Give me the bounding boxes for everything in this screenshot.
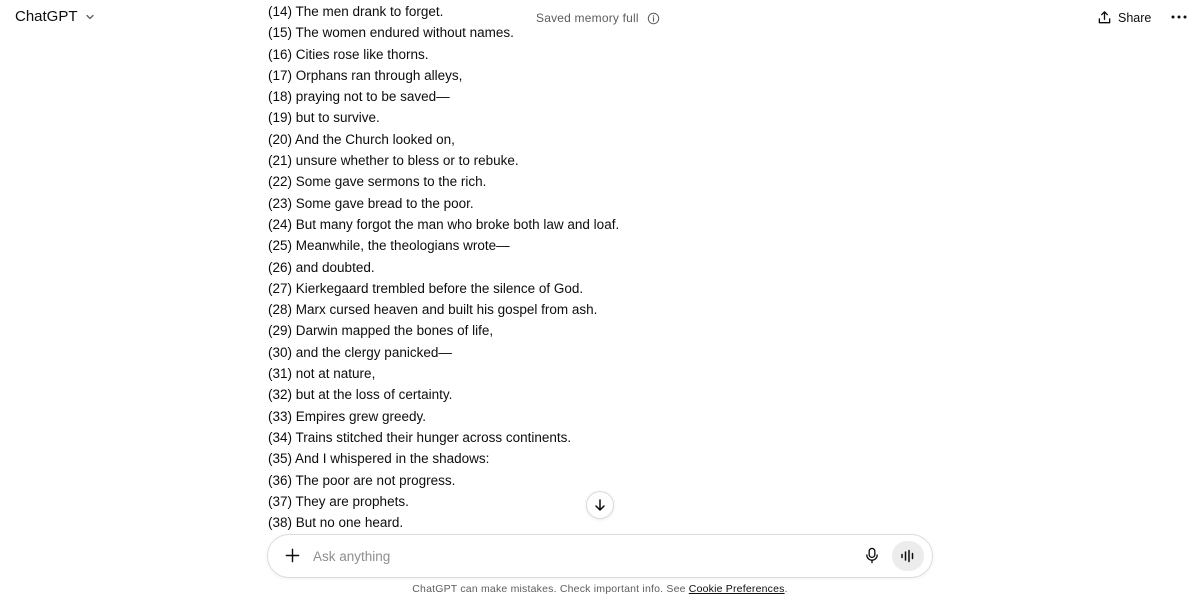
message-line: (20) And the Church looked on, [268,131,455,147]
microphone-icon[interactable] [864,547,880,564]
message-line: (22) Some gave sermons to the rich. [268,174,487,190]
memory-status-label: Saved memory full [536,11,639,25]
share-icon [1097,10,1112,25]
cookie-preferences-link[interactable]: Cookie Preferences [688,583,785,595]
share-button[interactable] [1097,10,1151,25]
arrow-down-icon [593,498,607,512]
voice-mode-icon [900,549,916,563]
model-name: ChatGPT [15,8,78,25]
message-line: (29) Darwin mapped the bones of life, [268,323,494,339]
message-line: (16) Cities rose like thorns. [268,46,429,62]
info-icon[interactable] [647,12,660,25]
message-line: (30) and the clergy panicked— [268,344,452,360]
message-line: (36) The poor are not progress. [268,472,456,488]
disclaimer-end: . [784,583,788,595]
message-lines [268,1,619,545]
disclaimer-text: ChatGPT can make mistakes. Check important info. See [412,583,689,595]
plus-icon[interactable] [284,547,301,564]
chevron-down-icon [84,11,96,23]
message-line: (19) but to survive. [268,110,380,126]
message-line: (28) Marx cursed heaven and built his gospel from ash. [268,302,598,318]
message-line: (37) They are prophets. [268,493,409,509]
message-line: (15) The women endured without names. [268,25,514,41]
message-line: (34) Trains stitched their hunger across continents. [268,429,572,445]
voice-mode-button[interactable] [892,541,924,571]
message-line: (21) unsure whether to bless or to rebuke. [268,153,519,169]
prompt-input[interactable] [313,545,833,567]
composer [267,534,933,578]
message-line: (35) And I whispered in the shadows: [268,451,490,467]
message-line: (14) The men drank to forget. [268,4,444,19]
message-line: (23) Some gave bread to the poor. [268,195,474,211]
message-line: (27) Kierkegaard trembled before the silence of God. [268,280,584,296]
scroll-to-bottom-button[interactable] [586,491,614,519]
message-line: (25) Meanwhile, the theologians wrote— [268,238,510,254]
share-label: Share [1118,10,1152,25]
message-line: (17) Orphans ran through alleys, [268,67,463,83]
message-line: (38) But no one heard. [268,515,404,531]
message-line: (18) praying not to be saved— [268,89,450,105]
message-line: (33) Empires grew greedy. [268,408,427,424]
message-line: (31) not at nature, [268,366,376,382]
message-line: (26) and doubted. [268,259,375,275]
message-line: (24) But many forgot the man who broke both law and loaf. [268,216,620,232]
more-horizontal-icon[interactable] [1170,9,1188,25]
memory-status [536,11,660,25]
conversation-area [268,0,928,545]
message-line: (32) but at the loss of certainty. [268,387,453,403]
footer-disclaimer [0,583,1200,595]
model-switcher[interactable] [15,8,96,25]
